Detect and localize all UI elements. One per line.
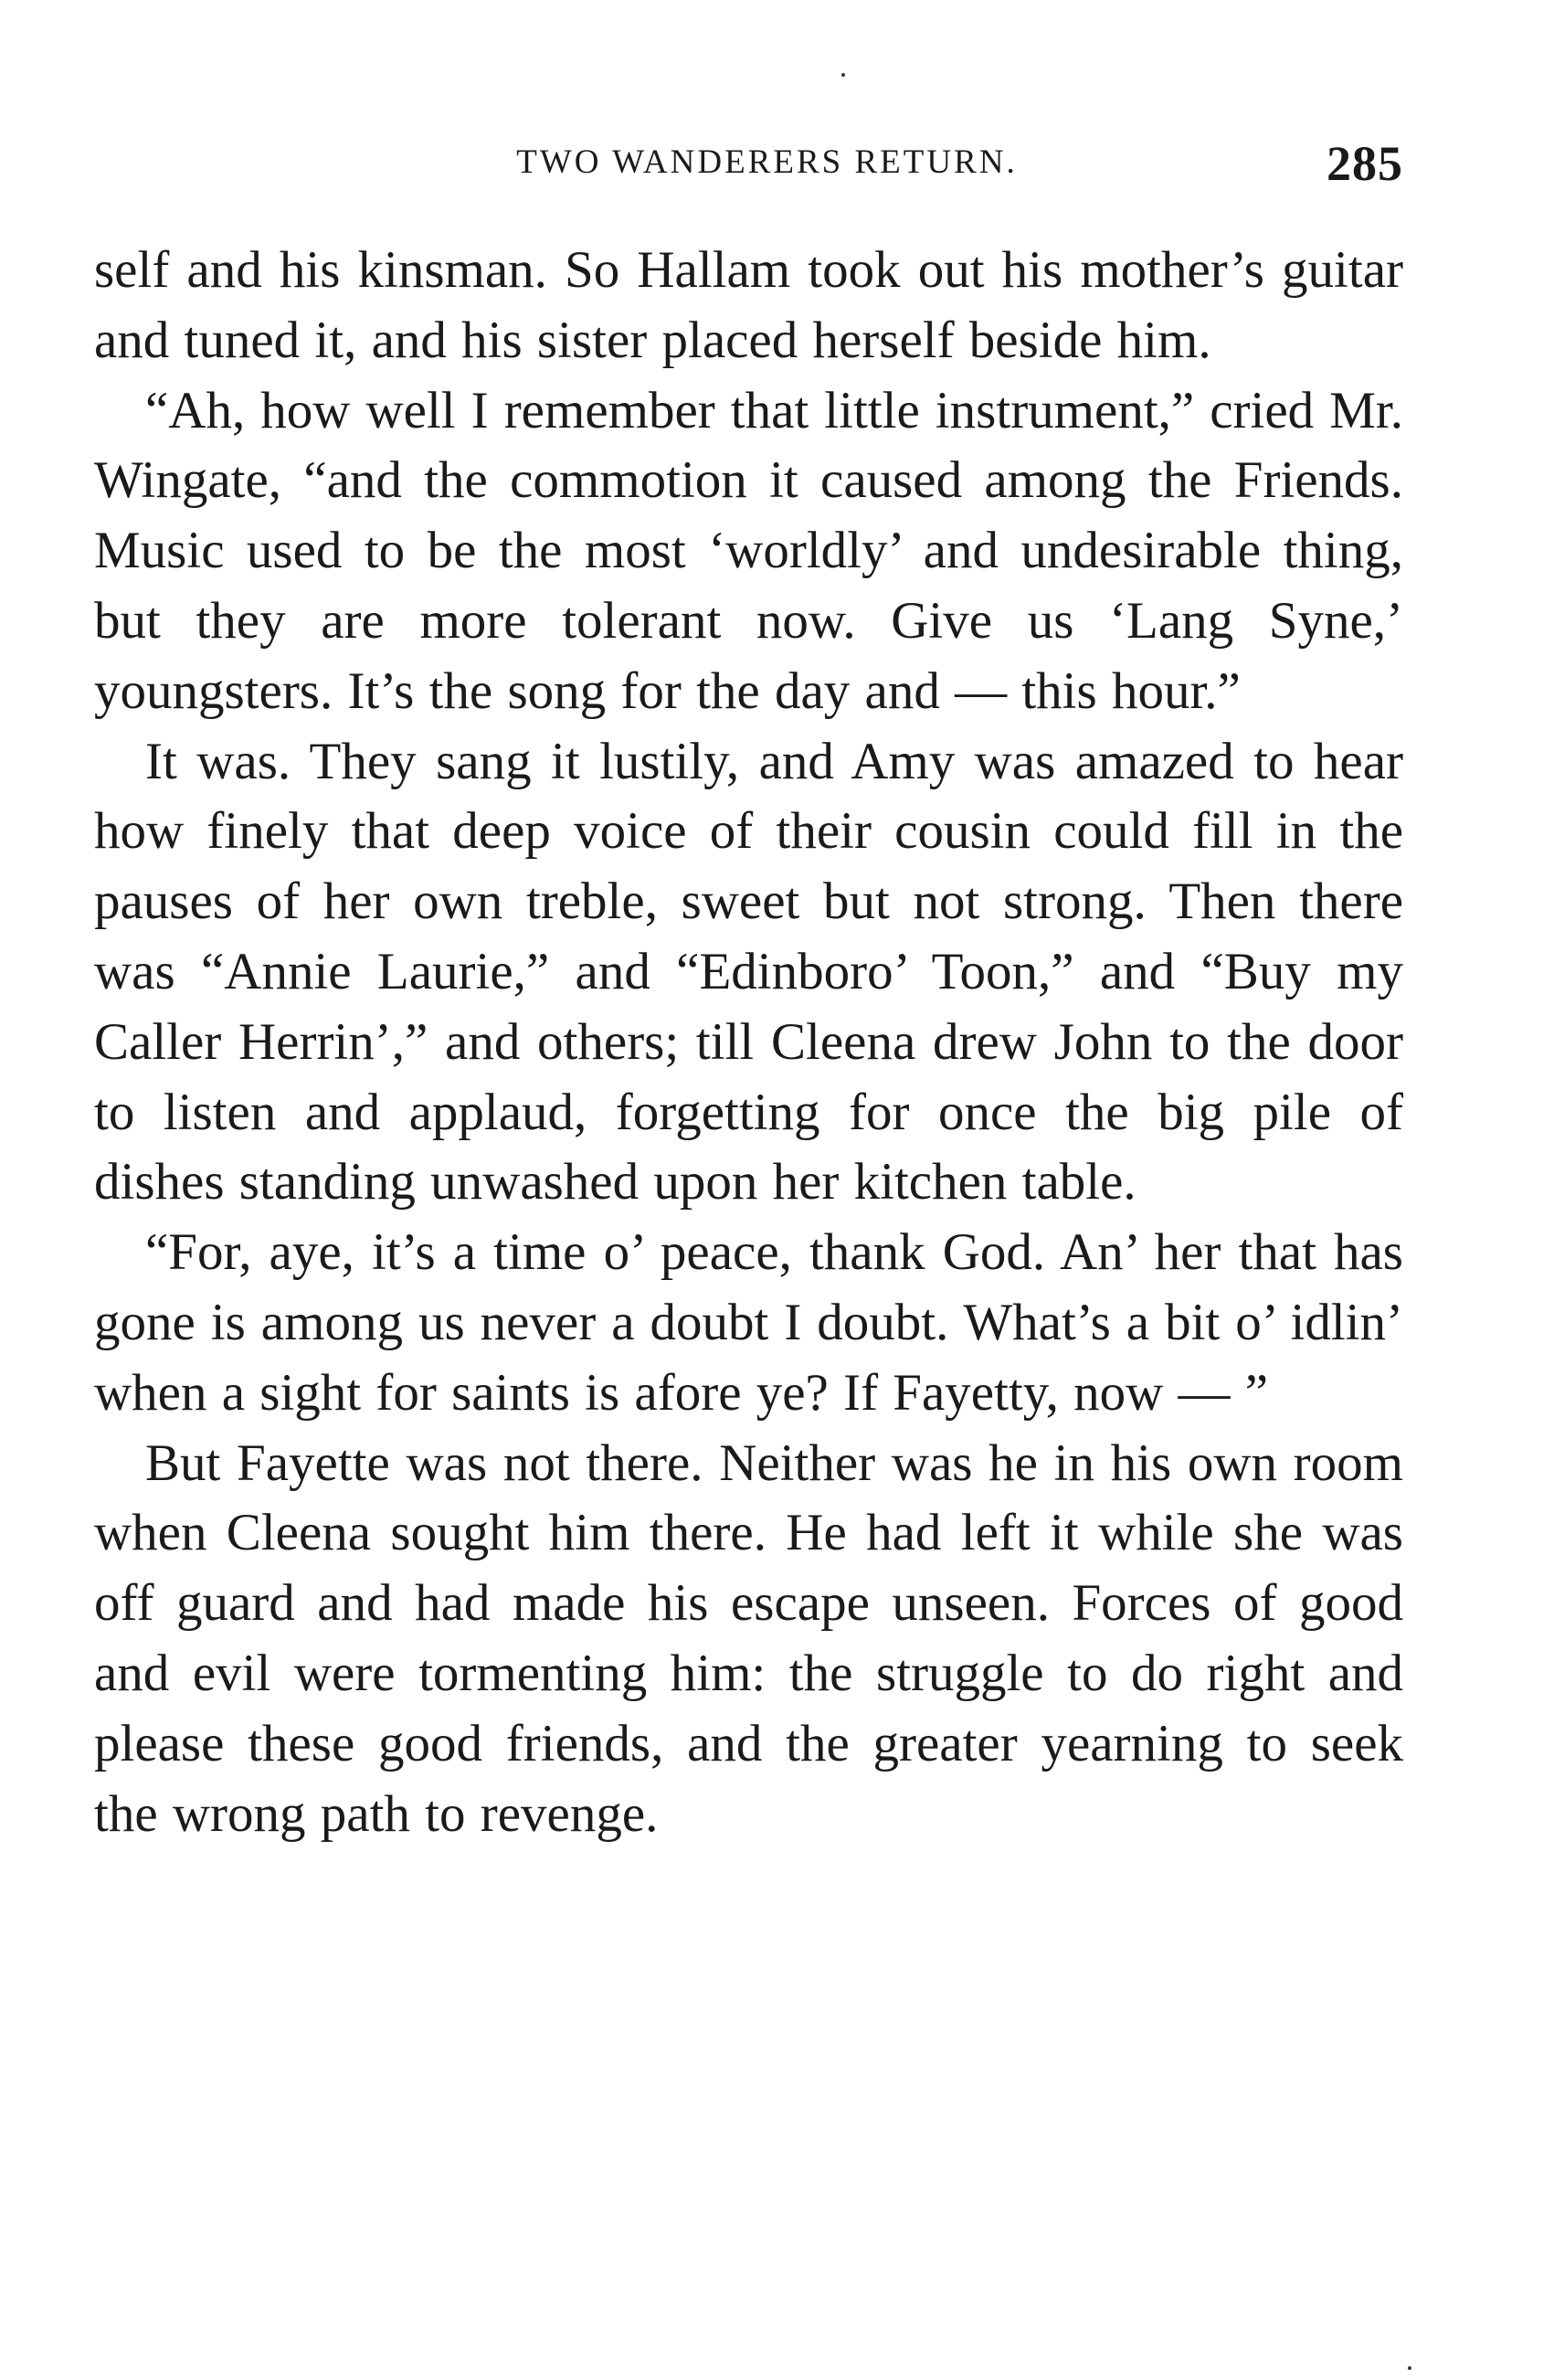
paragraph: “Ah, how well I remember that little instrument,” cried Mr. Wingate, “and the commotion it caused among the Friends. Music used to be the most ‘worldly’ and undesirable thing, but they are more tolerant now. Give us ‘Lang Syne,’ youngsters. It’s the song for the day and — this hour.” <box>94 381 1403 720</box>
print-speck <box>1408 2366 1411 2370</box>
running-title: TWO WANDERERS RETURN. <box>516 143 1018 181</box>
paragraph: self and his kinsman. So Hallam took out his mother’s guitar and tuned it, and his sister placed herself beside him. <box>94 241 1403 369</box>
page-number: 285 <box>1327 136 1403 191</box>
body-text <box>94 236 1403 1849</box>
paragraph: “For, aye, it’s a time o’ peace, thank God. An’ her that has gone is among us never a doubt I doubt. What’s a bit o’ idlin’ when a sight for saints is afore ye? If Fayetty, now — ” <box>94 1223 1403 1422</box>
running-head <box>94 135 1403 190</box>
paragraph: But Fayette was not there. Neither was he in his own room when Cleena sought him there. He had left it while she was off guard and had made his escape unseen. Forces of good and evil were tormenting him: the struggle to do right and please these good friends, and the greater yearning to seek the wrong path to revenge. <box>94 1433 1403 1843</box>
print-speck <box>841 73 845 77</box>
paragraph: It was. They sang it lustily, and Amy was amazed to hear how finely that deep voice of their cousin could fill in the pauses of her own treble, sweet but not strong. Then there was “Annie Laurie,” and “Edinboro’ Toon,” and “Buy my Caller Herrin’,” and others; till Cleena drew John to the door to listen and applaud, forgetting for once the big pile of dishes standing unwashed upon her kitchen table. <box>94 732 1403 1211</box>
